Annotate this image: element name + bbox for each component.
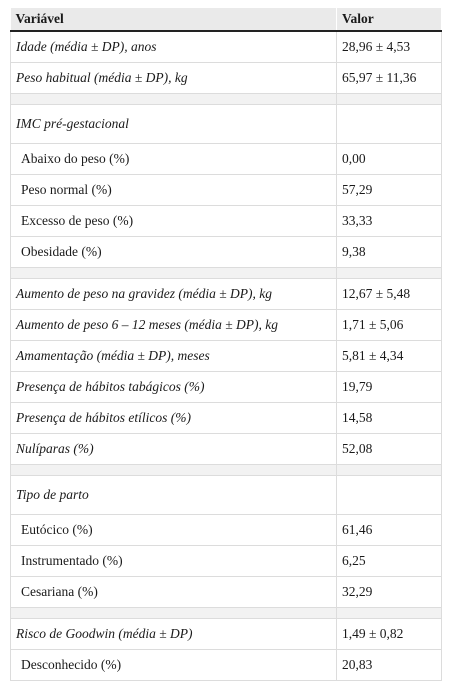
row-value: 33,33	[337, 206, 442, 237]
row-value: 1,49 ± 0,82	[337, 619, 442, 650]
row-label: Presença de hábitos etílicos (%)	[11, 403, 337, 434]
header-value: Valor	[337, 8, 442, 31]
row-label: Aumento de peso na gravidez (média ± DP), kg	[11, 279, 337, 310]
row-value: 1,71 ± 5,06	[337, 310, 442, 341]
row-value: 65,97 ± 11,36	[337, 63, 442, 94]
row-label: Excesso de peso (%)	[11, 206, 337, 237]
row-value: 20,83	[337, 650, 442, 681]
table-row	[11, 546, 442, 577]
row-value: 12,67 ± 5,48	[337, 279, 442, 310]
row-value: 32,29	[337, 577, 442, 608]
row-value: 5,81 ± 4,34	[337, 341, 442, 372]
table-row	[11, 206, 442, 237]
section-label: Tipo de parto	[11, 476, 337, 515]
row-label: Cesariana (%)	[11, 577, 337, 608]
row-label: Presença de hábitos tabágicos (%)	[11, 372, 337, 403]
row-label: Eutócico (%)	[11, 515, 337, 546]
row-value: 61,46	[337, 515, 442, 546]
table-row	[11, 144, 442, 175]
table-row	[11, 434, 442, 465]
table-row	[11, 372, 442, 403]
data-table	[10, 8, 442, 681]
row-label: Idade (média ± DP), anos	[11, 31, 337, 63]
table-row	[11, 31, 442, 63]
table-row	[11, 63, 442, 94]
row-value: 0,00	[337, 144, 442, 175]
row-value: 6,25	[337, 546, 442, 577]
section-value-empty	[337, 476, 442, 515]
section-row	[11, 105, 442, 144]
row-label: Risco de Goodwin (média ± DP)	[11, 619, 337, 650]
table-header-row	[11, 8, 442, 31]
row-value: 9,38	[337, 237, 442, 268]
row-label: Amamentação (média ± DP), meses	[11, 341, 337, 372]
section-label: IMC pré-gestacional	[11, 105, 337, 144]
row-label: Desconhecido (%)	[11, 650, 337, 681]
row-label: Peso normal (%)	[11, 175, 337, 206]
row-label: Instrumentado (%)	[11, 546, 337, 577]
table-row	[11, 577, 442, 608]
table-row	[11, 619, 442, 650]
row-value: 14,58	[337, 403, 442, 434]
table-row	[11, 341, 442, 372]
row-label: Peso habitual (média ± DP), kg	[11, 63, 337, 94]
row-label: Nulíparas (%)	[11, 434, 337, 465]
table-row	[11, 237, 442, 268]
row-label: Abaixo do peso (%)	[11, 144, 337, 175]
table-row	[11, 175, 442, 206]
row-value: 28,96 ± 4,53	[337, 31, 442, 63]
spacer-row	[11, 608, 442, 619]
section-value-empty	[337, 105, 442, 144]
row-value: 19,79	[337, 372, 442, 403]
spacer-row	[11, 94, 442, 105]
section-row	[11, 476, 442, 515]
table-row	[11, 650, 442, 681]
row-value: 52,08	[337, 434, 442, 465]
table-row	[11, 515, 442, 546]
table-row	[11, 403, 442, 434]
row-label: Obesidade (%)	[11, 237, 337, 268]
spacer-row	[11, 465, 442, 476]
table-row	[11, 279, 442, 310]
table-row	[11, 310, 442, 341]
row-label: Aumento de peso 6 – 12 meses (média ± DP), kg	[11, 310, 337, 341]
spacer-row	[11, 268, 442, 279]
header-variable: Variável	[11, 8, 337, 31]
row-value: 57,29	[337, 175, 442, 206]
